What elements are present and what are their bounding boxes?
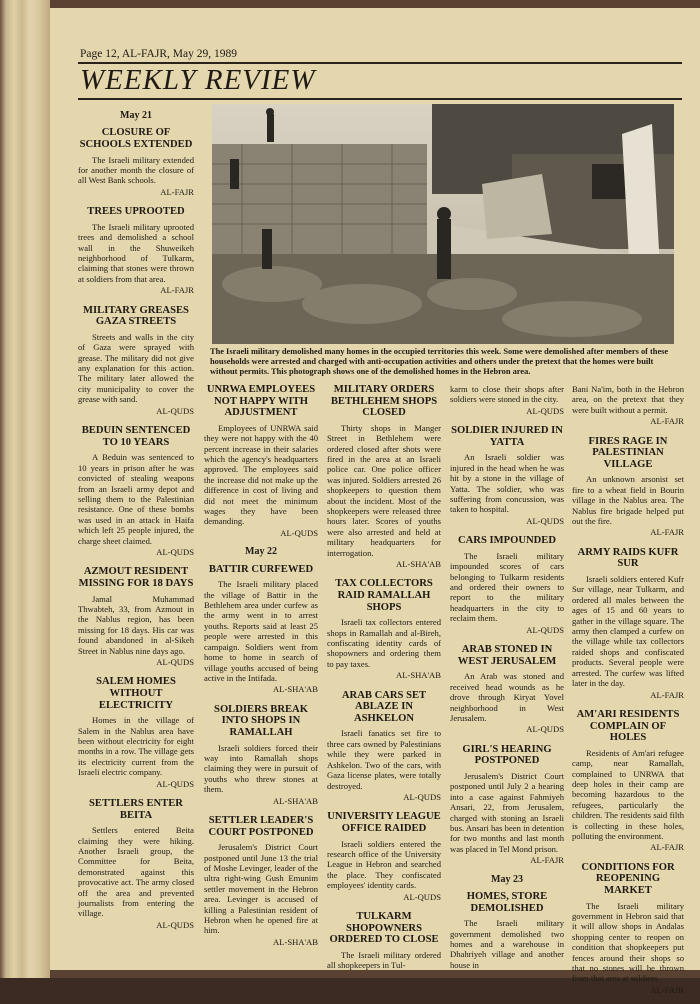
article-source: AL-QUDS <box>403 791 441 802</box>
article-source: AL-SHA'AB <box>396 670 441 681</box>
article-body: The Israeli military government in Hebron said that it will allow shops in Andalas shopping center to reopen on condition that shopkeepers put fences around their shops so that no stones will be thrown from that area at soldiers. <box>572 900 684 984</box>
column-3 <box>327 384 441 971</box>
column-1 <box>78 109 194 939</box>
newspaper-page <box>50 8 700 995</box>
section-title: WEEKLY REVIEW <box>80 64 316 96</box>
article-source: AL-FAJR <box>530 855 564 866</box>
article-body: The Israeli military ordered all shopkeepers in Tul- <box>327 949 441 971</box>
article-body: The Israeli military extended for another month the closure of all West Bank schools. <box>78 154 194 186</box>
article-source: AL-FAJR <box>160 285 194 296</box>
article-body: Israeli fanatics set fire to three cars owned by Palestinians while they were parked in Ashkelon. Two of the cars, with Gaza license plates, were totally destroyed. <box>327 728 441 791</box>
article-body: Israeli soldiers entered the research office of the University League in Hebron and searched the place. They confiscated employees' identity cards. <box>327 838 441 891</box>
article <box>450 535 564 635</box>
headline: MILITARY GREASES GAZA STREETS <box>83 304 189 328</box>
article-body: The Israeli military government demolished two homes and a warehouse in Dhahriyeh village and another house in <box>450 918 564 970</box>
article-body: An unknown arsonist set fire to a wheat field in Bourin village in the Nablus area. The Nablus fire brigade helped put out the fire. <box>572 474 684 527</box>
headline: TREES UPROOTED <box>87 206 185 218</box>
article-source: AL-FAJR <box>650 842 684 853</box>
article-body: Thirty shops in Manger Street in Bethlehem were ordered closed after shots were fired in the area at an Israeli police car. One police officer was injured. Soldiers arrested 26 shopkeepers to question them about the incident. Most of the shopkeepers were released three hours later. Scores of youths were also arrested and held at military headquarters for interrogation. <box>327 422 441 558</box>
article <box>572 436 684 538</box>
headline: AM'ARI RESIDENTS COMPLAIN OF HOLES <box>576 708 680 744</box>
article-source: AL-QUDS <box>403 891 441 902</box>
demolished-home-photo <box>212 104 674 344</box>
article-source: AL-FAJR <box>650 527 684 538</box>
article <box>327 911 441 971</box>
column-2 <box>204 384 318 956</box>
article <box>450 744 564 866</box>
headline: UNIVERSITY LEAGUE OFFICE RAIDED <box>327 811 441 834</box>
headline: SETTLERS ENTER BEITA <box>89 798 183 821</box>
headline: FIRES RAGE IN PALESTINIAN VILLAGE <box>588 435 668 470</box>
article <box>78 676 194 789</box>
photo-caption: The Israeli military demolished many homes in the occupied territories this week. Some were demolished after members of these households were arrested and charged with anti-occupation activities and others under the pretext that the homes were built without permits. This photograph shows one of the demolished homes in the Hebron area. <box>210 347 669 376</box>
article-source: AL-QUDS <box>156 656 194 667</box>
article <box>572 547 684 700</box>
headline: TAX COLLECTORS RAID RAMALLAH SHOPS <box>335 578 433 613</box>
headline: CLOSURE OF SCHOOLS EXTENDED <box>79 127 193 150</box>
headline: SOLDIER INJURED IN YATTA <box>451 425 563 448</box>
headline: SETTLER LEADER'S COURT POSTPONED <box>208 814 314 838</box>
headline: ARAB CARS SET ABLAZE IN ASHKELON <box>341 689 427 724</box>
headline: BEDUIN SENTENCED TO 10 YEARS <box>81 425 191 448</box>
headline: TULKARM SHOPOWNERS ORDERED TO CLOSE <box>329 910 439 946</box>
headline: SALEM HOMES WITHOUT ELECTRICITY <box>96 676 176 711</box>
article-source: AL-QUDS <box>156 778 194 789</box>
date-heading: May 22 <box>245 546 277 558</box>
article <box>78 566 194 667</box>
article-source: AL-QUDS <box>156 546 194 557</box>
article-source: AL-QUDS <box>156 405 194 416</box>
article <box>572 709 684 853</box>
headline: UNRWA EMPLOYEES NOT HAPPY WITH ADJUSTMENT <box>206 384 316 419</box>
article <box>78 127 194 197</box>
article-body: Employees of UNRWA said they were not happy with the 40 percent increase in their salaries which the agency's headquarters approved. The employees said the increase did not make up the difference in cost of living and did not meet the minimum wages they have been demanding. <box>204 422 318 527</box>
article <box>327 811 441 902</box>
article-source: AL-FAJR <box>160 186 194 197</box>
headline: MILITARY ORDERS BETHLEHEM SHOPS CLOSED <box>330 384 438 419</box>
article-body: Residents of Am'ari refugee camp, near Ramallah, complained to UNRWA that deep holes in their camp are becoming hazardous to the refugees, particularly the children. The residents said filth is collecting in these holes, polluting the environment. <box>572 747 684 841</box>
header-rule-bottom <box>78 98 682 100</box>
article-source: AL-SHA'AB <box>396 559 441 570</box>
article-body: Israeli soldiers entered Kufr Sur village, near Tulkarm, and ordered all males between the ages of 15 and 60 years to gather in the village square. The army then clamped a curfew on the village while tax collectors raided shops and confiscated products. Several people were arrested. The curfew was lifted later in the day. <box>572 574 684 689</box>
article-body: Jerusalem's District Court postponed until July 2 a hearing into a case against Fahmiyeh Ansari, 22, from Jerusalem, charged with stoning an Israeli bus. Ansari has been in detention for two months and last month was placed in Tel Mond prison. <box>450 770 564 854</box>
article-source: AL-FAJR <box>650 984 684 995</box>
column-5 <box>572 384 684 1004</box>
article-body: The Israeli military placed the village of Battir in the Bethlehem area under curfew as the army went in to arrest youths. Reports said at least 25 people were arrested in this campaign. Soldiers went from home to home in search of village youths accused of being active in the Intifada. <box>204 579 318 683</box>
article <box>78 425 194 557</box>
headline: GIRL'S HEARING POSTPONED <box>462 743 552 767</box>
article-source: AL-QUDS <box>526 405 564 416</box>
article-source: AL-QUDS <box>526 515 564 526</box>
headline: ARMY RAIDS KUFR SUR <box>577 546 679 570</box>
article-source: AL-QUDS <box>156 919 194 930</box>
article <box>204 564 318 695</box>
date-heading: May 23 <box>491 873 523 885</box>
page-info: Page 12, AL-FAJR, May 29, 1989 <box>80 48 237 60</box>
article-continuation: karm to close their shops after soldiers were stoned in the city. <box>450 384 564 405</box>
article-source: AL-FAJR <box>650 416 684 427</box>
article-body: Settlers entered Beita claiming they were hiking. Another Israeli group, the Committee for Beita, demonstrated against this provocative act. The army closed off the area and prevented journalists from entering the village. <box>78 825 194 919</box>
article <box>572 862 684 995</box>
date-heading: May 21 <box>120 110 152 121</box>
article-body: Homes in the village of Salem in the Nablus area have been without electricity for eight months in a row. The village gets its electricity current from the Israeli electric company. <box>78 715 194 778</box>
book-spine <box>0 0 50 978</box>
headline: CARS IMPOUNDED <box>458 535 556 547</box>
article-source: AL-SHA'AB <box>273 795 318 806</box>
article-body: The Israeli military impounded scores of cars belonging to Tulkarm residents and ordered their owners to report to the military headquarters in the city to reclaim them. <box>450 550 564 624</box>
column-4 <box>450 384 564 970</box>
article-body: Israeli soldiers forced their way into Ramallah shops claiming they were in pursuit of youths who threw stones at them. <box>204 742 318 795</box>
headline: ARAB STONED IN WEST JERUSALEM <box>457 644 557 667</box>
article <box>78 305 194 416</box>
headline: BATTIR CURFEWED <box>208 563 314 575</box>
photo-image <box>212 104 674 344</box>
article-source: AL-QUDS <box>526 724 564 735</box>
article-body: A Beduin was sentenced to 10 years in prison after he was convicted of stealing weapons from an Israeli army depot and selling them to the Palestinian resistance. One of these bombs was used in an attack in Haifa which left 25 people injured, the charge sheet claimed. <box>78 452 194 546</box>
article-body: An Arab was stoned and received head wounds as he drove through Kiryat Yovel neighborhood in West Jerusalem. <box>450 671 564 723</box>
article <box>327 384 441 569</box>
article-source: AL-QUDS <box>280 527 318 538</box>
article <box>204 384 318 538</box>
article-continuation: Bani Na'im, both in the Hebron area, on the pretext that they were built without a permit. <box>572 384 684 415</box>
article <box>204 704 318 806</box>
article <box>450 425 564 526</box>
article-body: Israeli tax collectors entered shops in Ramallah and al-Bireh, confiscating identity cards of shopowners and ordering them to pay taxes. <box>327 617 441 669</box>
article-body: Jerusalem's District Court postponed until June 13 the trial of Moshe Levinger, leader of the ultra right-wing Gush Emunim settler movement in the Hebron area. Levinger is accused of killing a Palestinian resident of Hebron when he opened fire at him. <box>204 842 318 936</box>
article <box>327 578 441 680</box>
headline: AZMOUT RESIDENT MISSING FOR 18 DAYS <box>78 566 194 589</box>
article <box>204 815 318 947</box>
article-body: An Israeli soldier was injured in the head when he was hit by a stone in the village of Yatta. The soldier, who was suffering from concussion, was taken to hospital. <box>450 452 564 515</box>
article-source: AL-QUDS <box>526 624 564 635</box>
headline: SOLDIERS BREAK INTO SHOPS IN RAMALLAH <box>214 703 308 738</box>
article <box>78 798 194 930</box>
article <box>327 690 441 803</box>
article <box>78 206 194 295</box>
article-body: Jamal Muhammad Thwabteh, 33, from Azmout in the Nablus region, has been missing for 18 days. His car was found abandoned in al-Sikeh Street in Nablus nine days ago. <box>78 593 194 656</box>
article-source: AL-SHA'AB <box>273 936 318 947</box>
article <box>450 891 564 970</box>
article <box>450 644 564 735</box>
headline: CONDITIONS FOR REOPENING MARKET <box>581 861 675 896</box>
article-body: Streets and walls in the city of Gaza were sprayed with grease. The military did not give any explanation for this action. The military later allowed the city municipality to cover the grease with sand. <box>78 331 194 405</box>
article-source: AL-FAJR <box>650 689 684 700</box>
headline: HOMES, STORE DEMOLISHED <box>466 890 548 914</box>
article-body: The Israeli military uprooted trees and demolished a school wall in the Shuweikeh neighborhood of Tulkarm, claiming that stones were thrown at soldiers from that area. <box>78 221 194 284</box>
article-source: AL-SHA'AB <box>273 684 318 695</box>
